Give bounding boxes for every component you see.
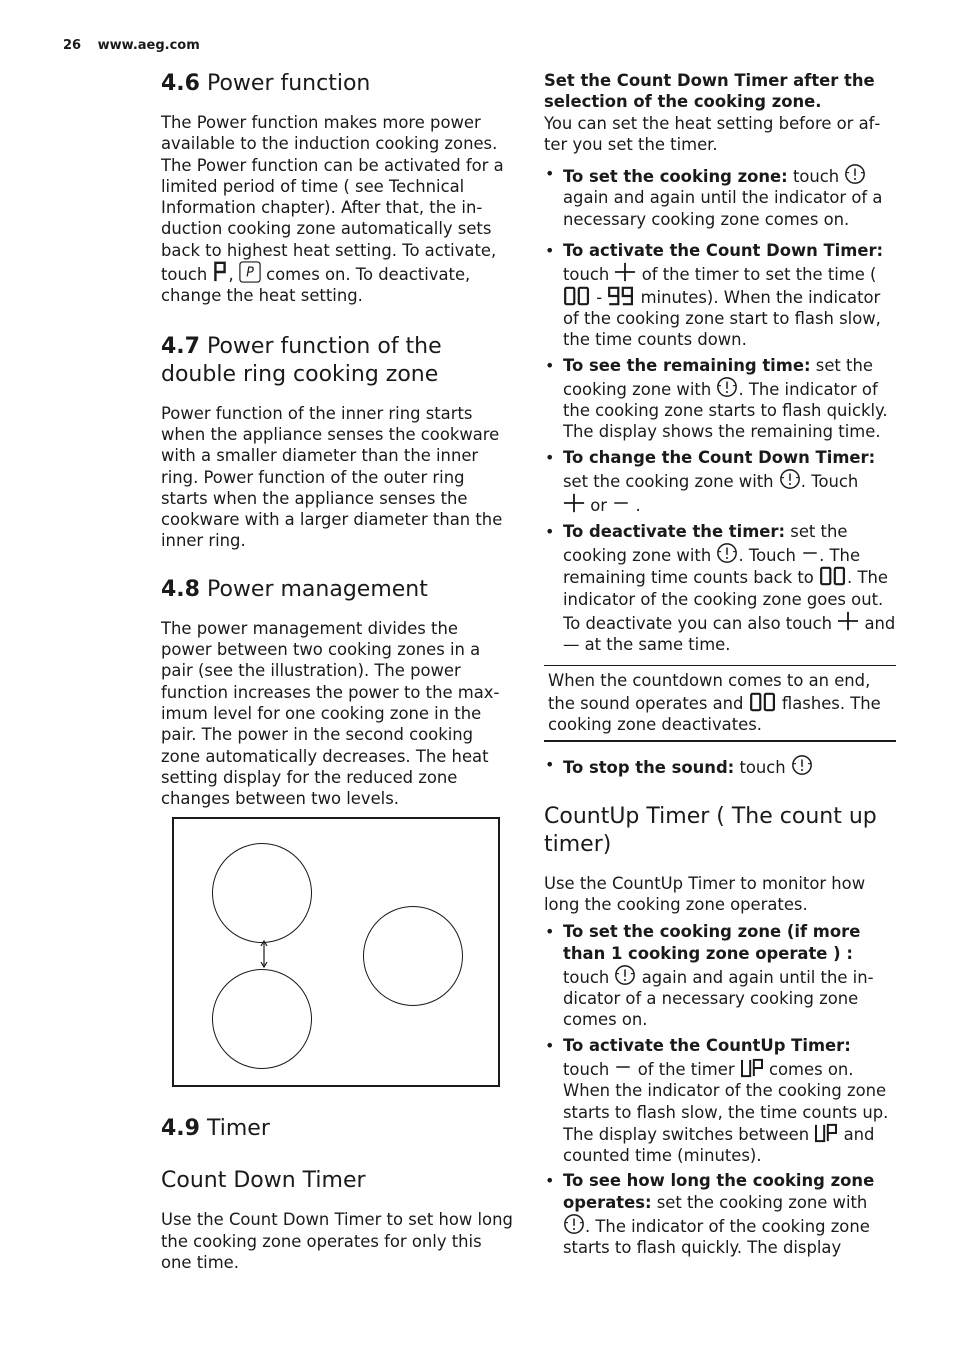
page-header [63,38,200,53]
display-00-icon [819,566,847,586]
section-4-9-heading: 4.9 Timer [161,1116,270,1142]
countup-intro: Use the CountUp Timer to monitor how long the cooking zone operates. [544,873,866,914]
countup-timer-heading: CountUp Timer ( The count up timer) [544,803,877,857]
list-item: • To stop the sound: touch [544,754,896,778]
plus-icon [563,492,585,514]
list-item: • To set the cooking zone (if more than 1 cooking zone operate ) : touch again and again until the indicator of a necessary cooking zone comes on. [544,921,896,1030]
timer-icon [563,1213,585,1235]
power-management-illustration [172,817,500,1087]
display-up-icon [740,1058,764,1078]
list-item: • To activate the Count Down Timer: touch of the timer to set the time ( - minutes). When the indicator of the cooking zone start to flash slow, the time counts down. [544,240,896,350]
plus-icon [837,610,859,632]
list-item: • To deactivate the timer: set the cooking zone with . Touch . The remaining time counts back to . The indicator of the cooking zone goes out. To deactivate you can also touch and — at the same time. [544,521,896,656]
list-item: • To see how long the cooking zone operates: set the cooking zone with . The indicator of the cooking zone starts to flash quickly. The display [544,1170,896,1258]
section-4-7-body: Power function of the inner ring starts when the appliance senses the cookware with a smaller diameter than the inner ring. Power function of the outer ring starts when the appliance senses the cookware with a larger diameter than the inner ring. [161,403,503,551]
countdown-end-note: When the countdown comes to an end, the sound operates and flashes. The cooking zone deactivates. [544,665,896,742]
display-99-icon [607,286,635,306]
list-item: • To set the cooking zone: touch again and again until the indicator of a necessary cooking zone comes on. [544,163,896,230]
count-down-timer-heading: Count Down Timer [161,1168,366,1194]
right-column [544,70,896,1263]
display-00-icon [563,286,591,306]
display-up-icon [814,1123,838,1143]
cooking-zone-right [363,906,463,1006]
section-4-6-body: The Power function makes more power available to the induction cooking zones. The Power function can be activated for a limited period of time ( see Technical Information chapter). After that, the induction cooking zone automatically sets back to highest heat setting. To activate, touch , comes on. To deactivate, change the heat setting. [161,113,504,306]
minus-icon [612,492,630,514]
list-item: • To see the remaining time: set the cooking zone with . The indicator of the cooking zone starts to flash quickly. The display shows the remaining time. [544,355,896,443]
plus-icon [614,261,636,283]
count-down-steps [544,163,896,655]
timer-icon [779,468,801,490]
timer-icon [716,376,738,398]
cooking-zone-rear-left [212,969,312,1069]
timer-icon [614,964,636,986]
section-4-6-heading: 4.6 Power function [161,71,371,96]
power-p-icon [212,261,228,283]
pair-arrow-icon [260,940,268,968]
list-item: • To activate the CountUp Timer: touch of the timer comes on. When the indicator of the cooking zone starts to flash slow, the time counts up. The display switches between and counted time (minutes). [544,1035,896,1167]
count-down-note: You can set the heat setting before or after you set the timer. [544,113,881,154]
countup-steps [544,921,896,1258]
timer-icon [791,754,813,776]
website-link[interactable]: www.aeg.com [97,38,200,53]
power-p-box-icon [239,261,261,283]
list-item: • To change the Count Down Timer: set the cooking zone with . Touch or . [544,447,896,517]
left-column [161,70,513,1273]
count-down-intro: Use the Count Down Timer to set how long the cooking zone operates for only this one time. [161,1210,513,1273]
stop-sound-step [544,754,896,778]
minus-icon [614,1056,632,1078]
section-4-8-heading: 4.8 Power management [161,576,428,602]
page-number: 26 [63,38,82,53]
cooking-zone-front-left [212,843,312,943]
timer-icon [844,163,866,185]
section-4-8-body: The power management divides the power between two cooking zones in a pair (see the illustration). The power function increases the power to the maximum level for one cooking zone in the pair. The power in the second cooking zone automatically decreases. The heat setting display for the reduced zone changes between two levels. [161,618,500,809]
timer-icon [716,542,738,564]
count-down-subheading: Set the Count Down Timer after the selection of the cooking zone. [544,71,875,112]
section-4-7-heading: 4.7 Power function of the double ring cooking zone [161,333,442,387]
minus-icon [801,542,819,564]
display-00-icon [749,692,777,712]
